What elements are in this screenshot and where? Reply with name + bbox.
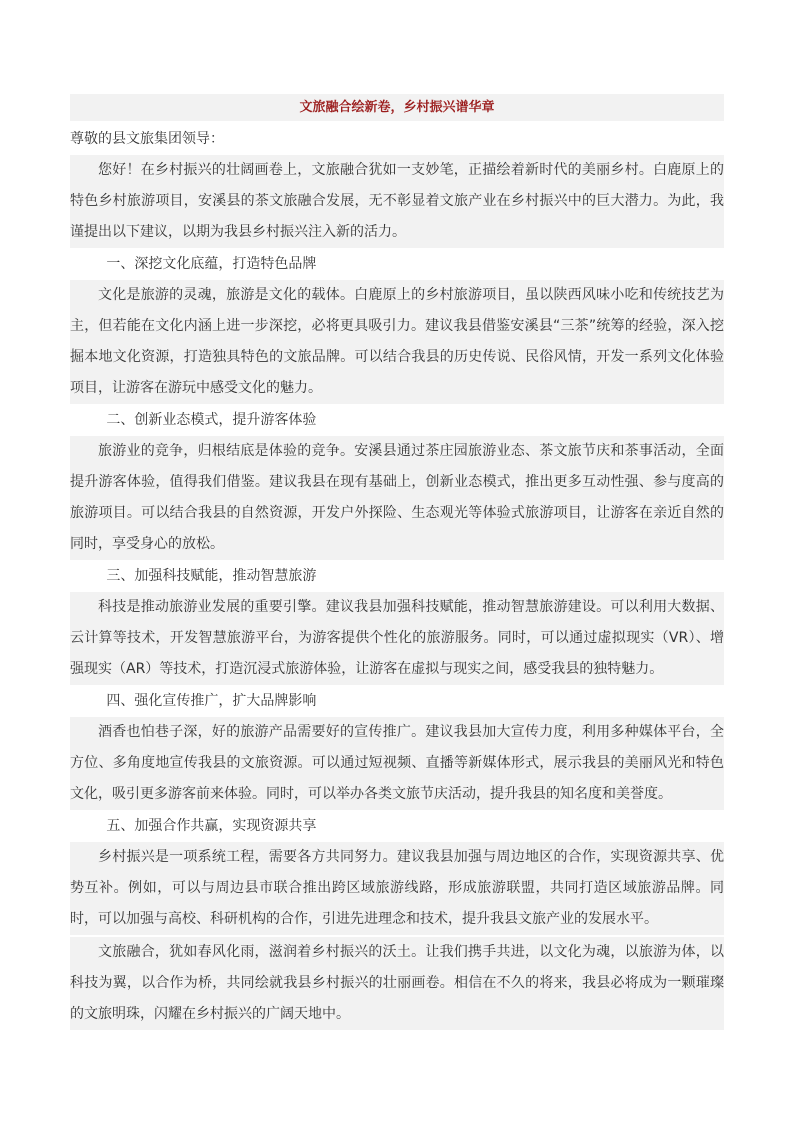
section-paragraph: 旅游业的竞争，归根结底是体验的竞争。安溪县通过茶庄园旅游业态、茶文旅节庆和茶事活动，全面提升游客体验，值得我们借鉴。建议我县在现有基础上，创新业态模式，推出更多互动性强、参与度高的旅游项目。可以结合我县的自然资源，开发户外探险、生态观光等体验式旅游项目，让游客在亲近自然的同时，享受身心的放松。 bbox=[70, 436, 724, 560]
section-heading: 四、强化宣传推广，扩大品牌影响 bbox=[70, 687, 724, 715]
salutation: 尊敬的县文旅集团领导： bbox=[70, 131, 224, 147]
closing-paragraph: 文旅融合，犹如春风化雨，滋润着乡村振兴的沃土。让我们携手共进，以文化为魂，以旅游为体，以科技为翼，以合作为桥，共同绘就我县乡村振兴的壮丽画卷。相信在不久的将来，我县必将成为一颗璀璨的文旅明珠，闪耀在乡村振兴的广阔天地中。 bbox=[70, 937, 724, 1030]
section-paragraph: 文化是旅游的灵魂，旅游是文化的载体。白鹿原上的乡村旅游项目，虽以陕西风味小吃和传统技艺为主，但若能在文化内涵上进一步深挖，必将更具吸引力。建议我县借鉴安溪县“三茶”统筹的经验，深入挖掘本地文化资源，打造独具特色的文旅品牌。可以结合我县的历史传说、民俗风情，开发一系列文化体验项目，让游客在游玩中感受文化的魅力。 bbox=[70, 280, 724, 404]
section-paragraph: 酒香也怕巷子深，好的旅游产品需要好的宣传推广。建议我县加大宣传力度，利用多种媒体平台，全方位、多角度地宣传我县的文旅资源。可以通过短视频、直播等新媒体形式，展示我县的美丽风光和特色文化，吸引更多游客前来体验。同时，可以举办各类文旅节庆活动，提升我县的知名度和美誉度。 bbox=[70, 717, 724, 810]
section-paragraph: 乡村振兴是一项系统工程，需要各方共同努力。建议我县加强与周边地区的合作，实现资源共享、优势互补。例如，可以与周边县市联合推出跨区域旅游线路，形成旅游联盟，共同打造区域旅游品牌。同时，可以加强与高校、科研机构的合作，引进先进理念和技术，提升我县文旅产业的发展水平。 bbox=[70, 842, 724, 935]
section-heading: 五、加强合作共赢，实现资源共享 bbox=[70, 812, 724, 840]
section-heading: 三、加强科技赋能，推动智慧旅游 bbox=[70, 562, 724, 590]
document-title: 文旅融合绘新卷，乡村振兴谱华章 bbox=[70, 94, 724, 121]
section-heading: 一、深挖文化底蕴，打造特色品牌 bbox=[70, 250, 724, 278]
section-heading: 二、创新业态模式，提升游客体验 bbox=[70, 406, 724, 434]
document-body bbox=[70, 94, 724, 1032]
intro-paragraph: 您好！在乡村振兴的壮阔画卷上，文旅融合犹如一支妙笔，正描绘着新时代的美丽乡村。白鹿原上的特色乡村旅游项目，安溪县的茶文旅融合发展，无不彰显着文旅产业在乡村振兴中的巨大潜力。为此，我谨提出以下建议，以期为我县乡村振兴注入新的活力。 bbox=[70, 155, 724, 248]
section-paragraph: 科技是推动旅游业发展的重要引擎。建议我县加强科技赋能，推动智慧旅游建设。可以利用大数据、云计算等技术，开发智慧旅游平台，为游客提供个性化的旅游服务。同时，可以通过虚拟现实（VR）、增强现实（AR）等技术，打造沉浸式旅游体验，让游客在虚拟与现实之间，感受我县的独特魅力。 bbox=[70, 592, 724, 685]
